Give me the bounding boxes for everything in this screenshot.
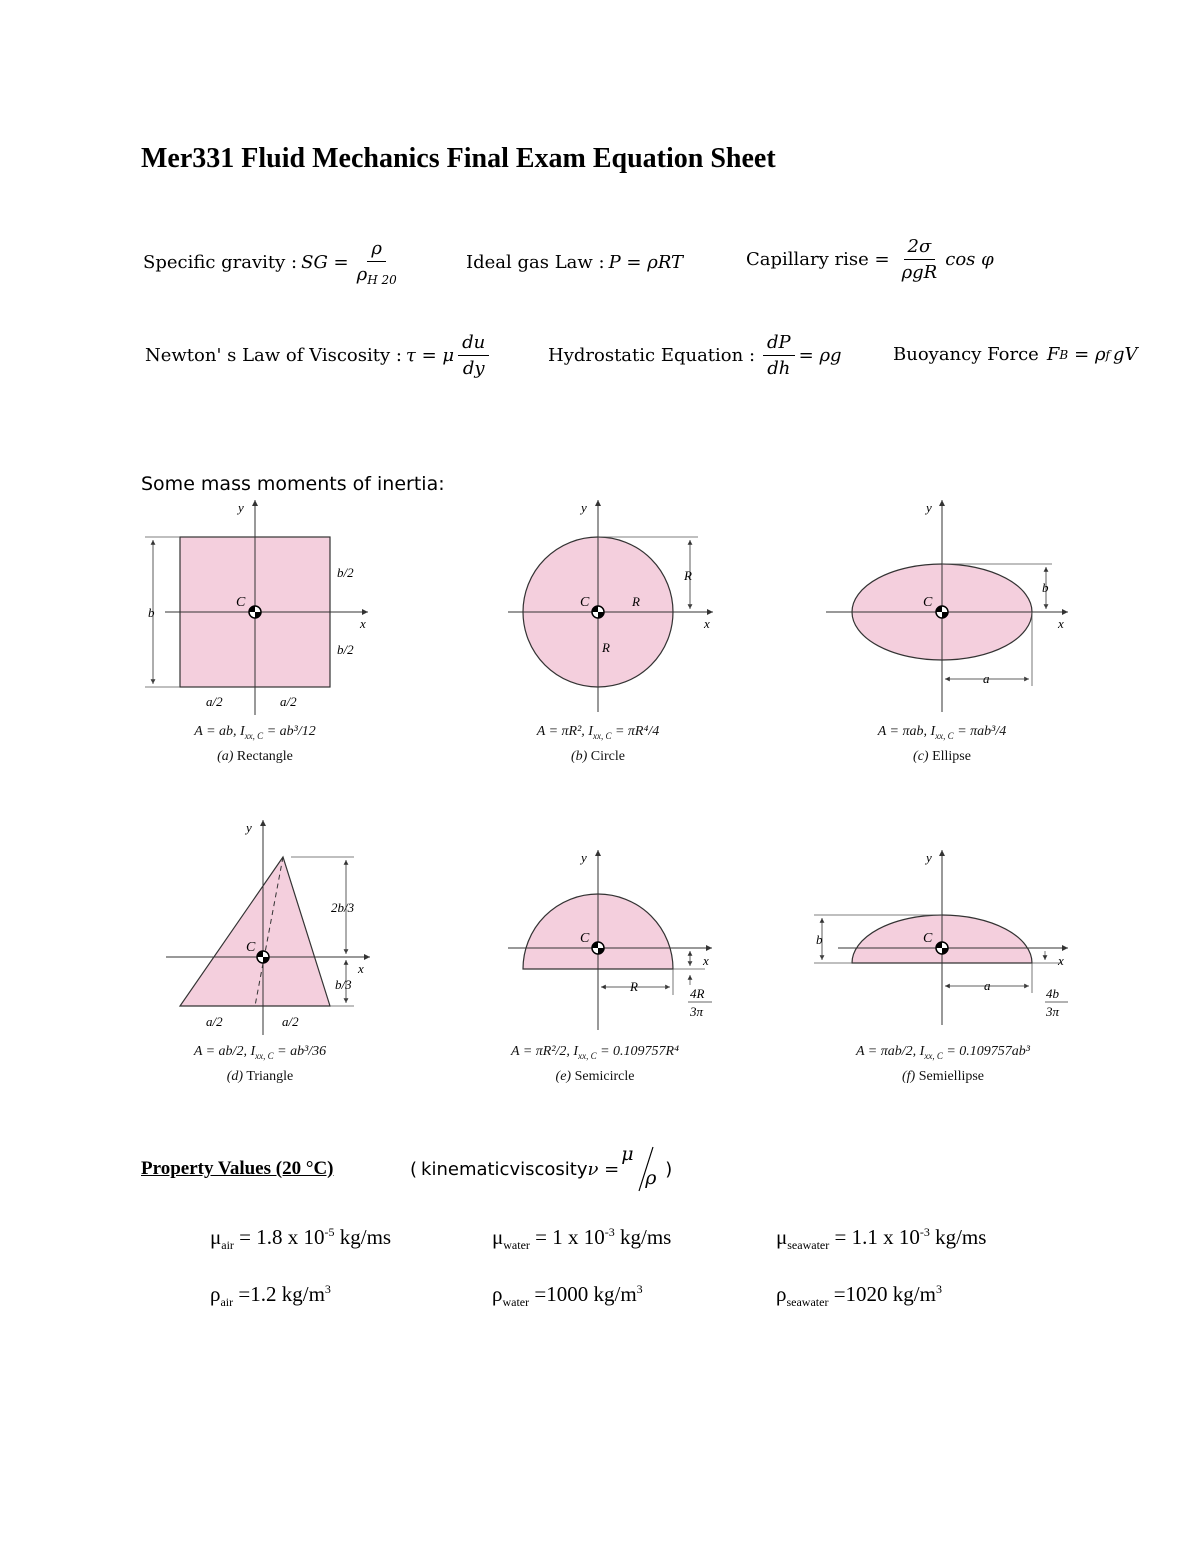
label: R	[684, 568, 692, 583]
circle-caption: (b) Circle	[570, 749, 626, 764]
rectangle-formula: A = ab, $I_{xx, C} = ab^3/12$	[194, 724, 316, 741]
label: a/2	[206, 1014, 223, 1029]
label: y	[581, 500, 587, 515]
rectangle-caption: (a) Rectangle	[217, 749, 293, 764]
capillary-rise-equation: Capillary rise = $\frac{2\sigma}{\text{ρgR}}$ cos φ	[746, 236, 994, 283]
label: R	[630, 979, 638, 994]
circle-formula: A = πR², $I_{xx, C} = \pi R^4/4$	[536, 724, 660, 741]
label: C	[580, 931, 590, 946]
label: x	[1058, 616, 1064, 631]
label: 2b/3	[331, 900, 355, 915]
semicircle-formula: A = πR²/2, $I_{xx, C} = 0.109757R^4$	[511, 1044, 679, 1061]
mu-water: $\mu_{water} = 1$ x $10^{-3}$ kg/ms	[492, 1225, 672, 1253]
label: C	[923, 931, 933, 946]
ellipse-figure	[826, 500, 1068, 712]
rho-water: $\rho_{water} =1000$ $kg/m^3$	[492, 1282, 643, 1310]
label: y	[246, 820, 252, 835]
semicircle-caption: (e) Semicircle	[555, 1069, 635, 1084]
label: 4R	[690, 986, 705, 1001]
label: a	[984, 978, 991, 993]
mu-over-rho: μ ρ	[621, 1143, 657, 1189]
label: x	[703, 953, 709, 968]
label: x	[1058, 953, 1064, 968]
label: 4b	[1046, 986, 1059, 1001]
mu-seawater: $\mu_{seawater} = 1.1$ x $10^{-3}$ kg/ms	[776, 1225, 987, 1253]
ideal-gas-equation: Ideal gas Law : P = ρRT	[466, 252, 684, 273]
label: a/2	[282, 1014, 299, 1029]
rho-air: $\rho_{air} =1.2$ $kg/m^3$	[210, 1282, 331, 1310]
sg-lhs: SG =	[301, 252, 349, 273]
label: x	[360, 616, 366, 631]
label: 3π	[1046, 1004, 1060, 1019]
label: C	[236, 595, 246, 610]
label: x	[704, 616, 710, 631]
label: C	[580, 595, 590, 610]
label: 3π	[690, 1004, 704, 1019]
label: b/2	[337, 565, 354, 580]
label: C	[246, 940, 256, 955]
label: b/2	[337, 642, 354, 657]
rectangle-figure	[145, 500, 368, 715]
mu-air: $\mu_{air} = 1.8$ x $10^{-5}$ kg/ms	[210, 1225, 392, 1253]
label: R	[602, 640, 610, 655]
buoyancy-equation: Buoyancy Force F B = ρ f gV	[893, 344, 1138, 365]
ellipse-formula: A = πab, $I_{xx, C} = \pi ab^3/4$	[877, 724, 1007, 741]
label: b	[816, 932, 823, 947]
rho-seawater: $\rho_{seawater} =1020$ $kg/m^3$	[776, 1282, 942, 1310]
circle-figure	[508, 500, 713, 712]
newton-viscosity-equation: Newton' s Law of Viscosity : τ = μ $\frac{du}{dy}$	[145, 332, 493, 379]
label: b/3	[335, 977, 352, 992]
label: b	[148, 605, 155, 620]
specific-gravity-equation: Specific gravity : SG = $\frac{\rho}{\rho_{H 20}}$	[143, 238, 405, 287]
label: a/2	[206, 694, 223, 709]
label: C	[923, 595, 933, 610]
label: y	[238, 500, 244, 515]
triangle-caption: (d) Triangle	[226, 1069, 294, 1084]
semiellipse-formula: A = πab/2, $I_{xx, C} = 0.109757ab^3$	[856, 1044, 1030, 1061]
label: R	[632, 594, 640, 609]
triangle-figure	[166, 820, 370, 1035]
semiellipse-figure	[814, 850, 1068, 1025]
moments-heading: Some mass moments of inertia:	[141, 473, 445, 495]
label: a	[983, 671, 990, 686]
sg-fraction: $\frac{\rho}{\rho_{H 20}}$	[356, 238, 397, 287]
triangle-formula: A = ab/2, $I_{xx, C} = ab^3/36$	[193, 1044, 327, 1061]
semiellipse-caption: (f) Semiellipse	[901, 1069, 985, 1084]
kinematic-viscosity-definition: ( kinematicviscosity ν = μ ρ )	[410, 1143, 672, 1195]
semicircle-figure	[508, 850, 712, 1030]
label: x	[358, 961, 364, 976]
property-values-heading: Property Values (20 °C)	[141, 1158, 334, 1179]
label: b	[1042, 580, 1049, 595]
label: y	[581, 850, 587, 865]
ellipse-caption: (c) Ellipse	[913, 749, 971, 764]
label: a/2	[280, 694, 297, 709]
page-title: Mer331 Fluid Mechanics Final Exam Equation Sheet	[141, 143, 776, 174]
label: y	[926, 850, 932, 865]
hydrostatic-equation: Hydrostatic Equation : $\frac{dP}{dh}$ = ρg	[548, 332, 842, 379]
label: y	[926, 500, 932, 515]
